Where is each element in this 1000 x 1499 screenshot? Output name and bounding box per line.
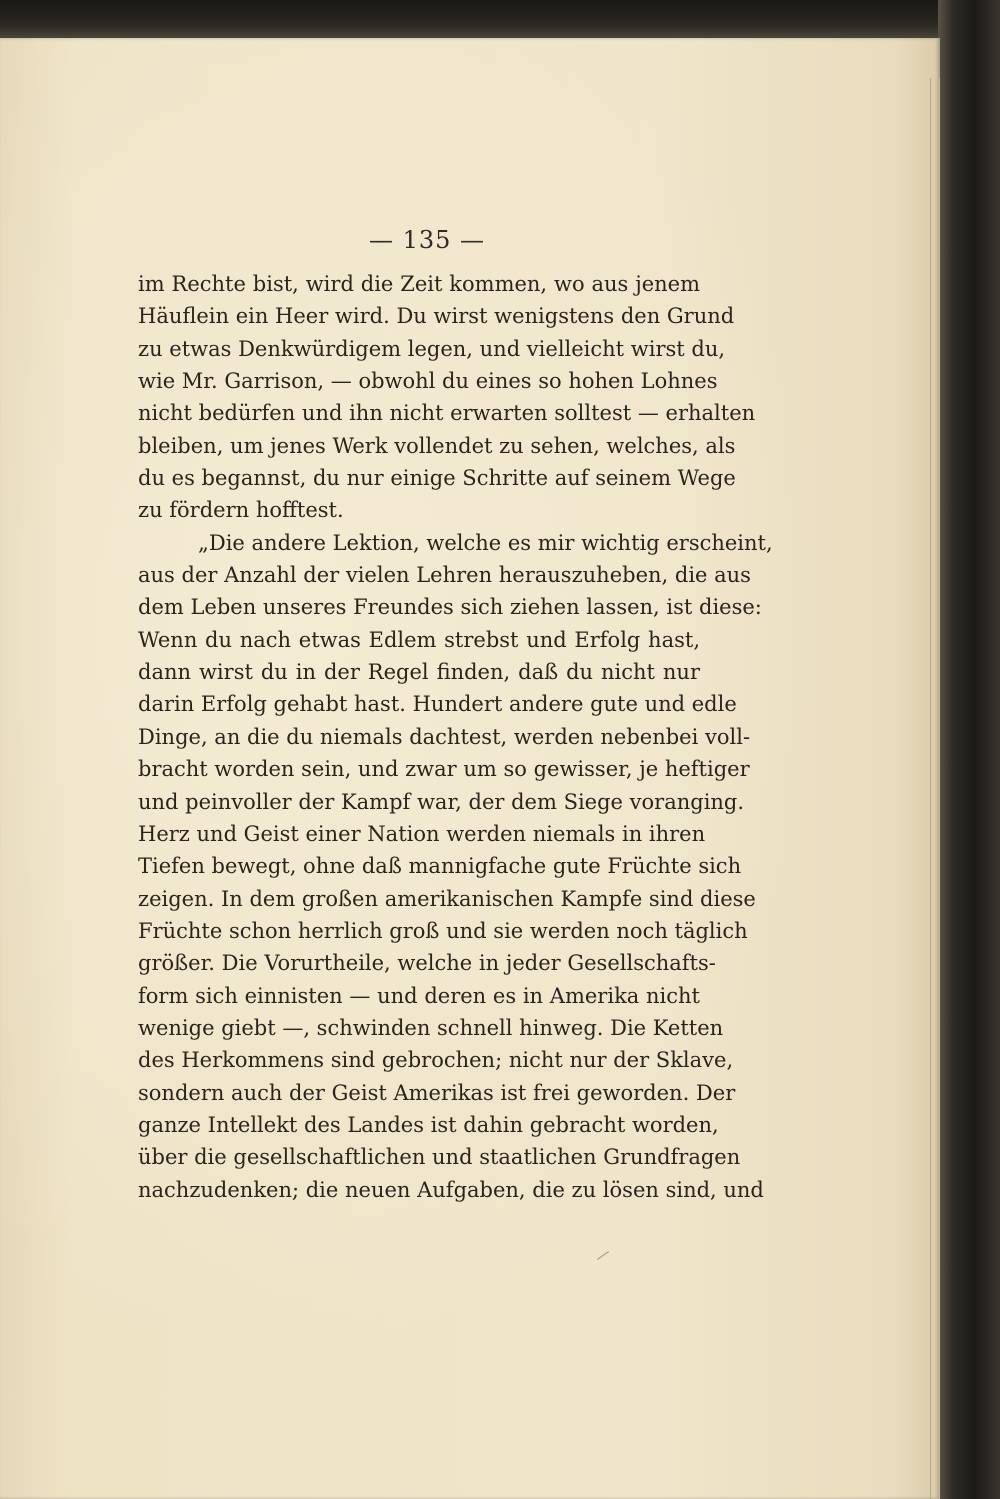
text-line: du es begannst, du nur einige Schritte auf seinem Wege	[138, 466, 736, 491]
text-line: und peinvoller der Kampf war, der dem Siege voranging.	[138, 789, 745, 814]
text-line: Herz und Geist einer Nation werden niemals in ihren	[138, 821, 706, 846]
text-line: des Herkommens sind gebrochen; nicht nur der Sklave,	[138, 1048, 734, 1073]
text-line: bracht worden sein, und zwar um so gewisser, je heftiger	[138, 757, 750, 782]
text-line: Früchte schon herrlich groß und sie werden noch täglich	[138, 918, 748, 943]
text-line: zu etwas Denkwürdigem legen, und vielleicht wirst du,	[138, 336, 726, 361]
text-line: nachzudenken; die neuen Aufgaben, die zu lösen sind, und	[138, 1177, 764, 1202]
text-line: „Die andere Lektion, welche es mir wichtig erscheint,	[198, 530, 773, 555]
page-number: — 135 —	[368, 226, 486, 254]
text-line: dann wirst du in der Regel finden, daß du nicht nur	[138, 660, 700, 685]
text-line: wie Mr. Garrison, — obwohl du eines so hohen Lohnes	[138, 369, 718, 394]
book-binding-edge	[938, 0, 1000, 1499]
text-line: im Rechte bist, wird die Zeit kommen, wo aus jenem	[138, 272, 700, 296]
text-line: ganze Intellekt des Landes ist dahin gebracht worden,	[138, 1112, 719, 1137]
text-line: nicht bedürfen und ihn nicht erwarten solltest — erhalten	[138, 401, 756, 426]
text-line: bleiben, um jenes Werk vollendet zu sehen, welches, als	[138, 433, 736, 458]
text-line: größer. Die Vorurtheile, welche in jeder Gesellschafts-	[138, 951, 716, 976]
text-line: Dinge, an die du niemals dachtest, werden nebenbei voll-	[138, 724, 751, 749]
body-text	[138, 268, 773, 1206]
text-line: sondern auch der Geist Amerikas ist frei geworden. Der	[138, 1080, 736, 1105]
text-line: form sich einnisten — und deren es in Amerika nicht	[138, 983, 700, 1008]
text-line: wenige giebt —, schwinden schnell hinweg. Die Ketten	[138, 1015, 724, 1040]
text-line: Wenn du nach etwas Edlem strebst und Erfolg hast,	[138, 627, 700, 652]
text-line: aus der Anzahl der vielen Lehren herauszuheben, die aus	[138, 563, 751, 588]
page-fore-edge	[930, 78, 940, 1499]
text-line: Häuflein ein Heer wird. Du wirst wenigstens den Grund	[138, 304, 735, 329]
text-line: über die gesellschaftlichen und staatlichen Grundfragen	[138, 1145, 741, 1170]
text-line: darin Erfolg gehabt hast. Hundert andere gute und edle	[138, 692, 737, 717]
text-line: Tiefen bewegt, ohne daß mannigfache gute Früchte sich	[138, 854, 742, 879]
text-line: zu fördern hofftest.	[138, 498, 344, 523]
text-line: zeigen. In dem großen amerikanischen Kampfe sind diese	[138, 886, 756, 911]
text-line: dem Leben unseres Freundes sich ziehen lassen, ist diese:	[138, 595, 762, 620]
